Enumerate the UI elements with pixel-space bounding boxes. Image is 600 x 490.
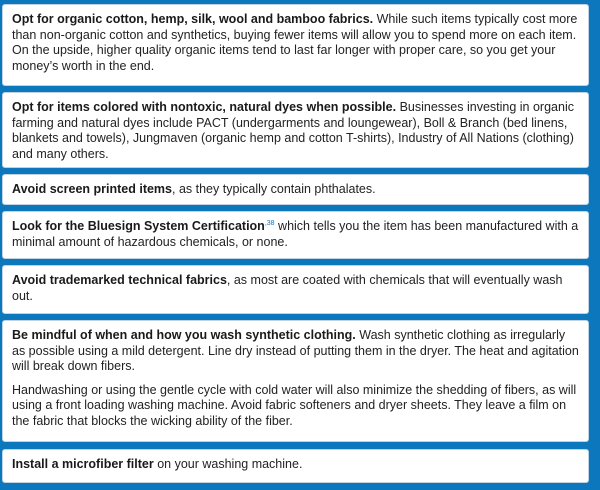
footnote-reference[interactable]: ,38 (264, 219, 275, 227)
tip-text: on your washing machine. (153, 457, 303, 471)
tip-text: Businesses investing in organic farming and natural dyes include PACT (undergarments and loungewear), Boll & Branch (bed linens, blankets and towels), Jungmaven (organic hemp and cotton T-shirts), Industry of All Nations (clothing) and many others. (12, 100, 574, 161)
tip-text: , as most are coated with chemicals that will eventually wash out. (12, 273, 563, 303)
tip-paragraph (12, 100, 579, 162)
tip-card-bluesign (2, 211, 589, 259)
tip-paragraph (12, 457, 579, 473)
tip-lead: Look for the Bluesign System Certification (12, 219, 265, 233)
scrollbar[interactable] (591, 0, 600, 490)
tip-text: Wash synthetic clothing as irregularly as possible using a mild detergent. Line dry instead of putting them in the dryer. The heat and agitation will break down fibers. (12, 328, 579, 373)
tip-paragraph (12, 328, 579, 375)
tip-card-washing-synthetics (2, 320, 589, 442)
tip-lead: Avoid trademarked technical fabrics (12, 273, 227, 287)
tip-card-technical-fabrics (2, 265, 589, 314)
tip-text: which tells you the item has been manufactured with a minimal amount of hazardous chemicals, or none. (12, 219, 579, 249)
tip-lead: Avoid screen printed items (12, 182, 172, 196)
tip-paragraph (12, 273, 579, 304)
tip-paragraph (12, 12, 579, 74)
tip-paragraph-secondary: Handwashing or using the gentle cycle with cold water will also minimize the shedding of fibers, as will using a front loading washing machine. Avoid fabric softeners and dryer sheets. They leave a film on the fabric that blocks the wicking ability of the fiber. (12, 382, 577, 428)
tip-paragraph (12, 182, 579, 198)
tip-card-microfiber-filter (2, 449, 589, 483)
tip-card-natural-dyes (2, 92, 589, 168)
tip-lead: Install a microfiber filter (12, 457, 154, 471)
tip-card-organic-fabrics (2, 4, 589, 86)
tip-lead: Opt for items colored with nontoxic, natural dyes when possible. (12, 100, 397, 114)
tip-card-screen-printed (2, 174, 589, 205)
tip-lead: Be mindful of when and how you wash synthetic clothing. (12, 328, 356, 342)
tip-paragraph (12, 219, 579, 250)
tip-text: While such items typically cost more than non-organic cotton and synthetics, buying fewer items will allow you to spend more on each item. On the upside, higher quality organic items tend to last far longer with proper care, so you get your money’s worth in the end. (12, 12, 578, 73)
tip-text: , as they typically contain phthalates. (172, 182, 376, 196)
tip-lead: Opt for organic cotton, hemp, silk, wool and bamboo fabrics. (12, 12, 374, 26)
